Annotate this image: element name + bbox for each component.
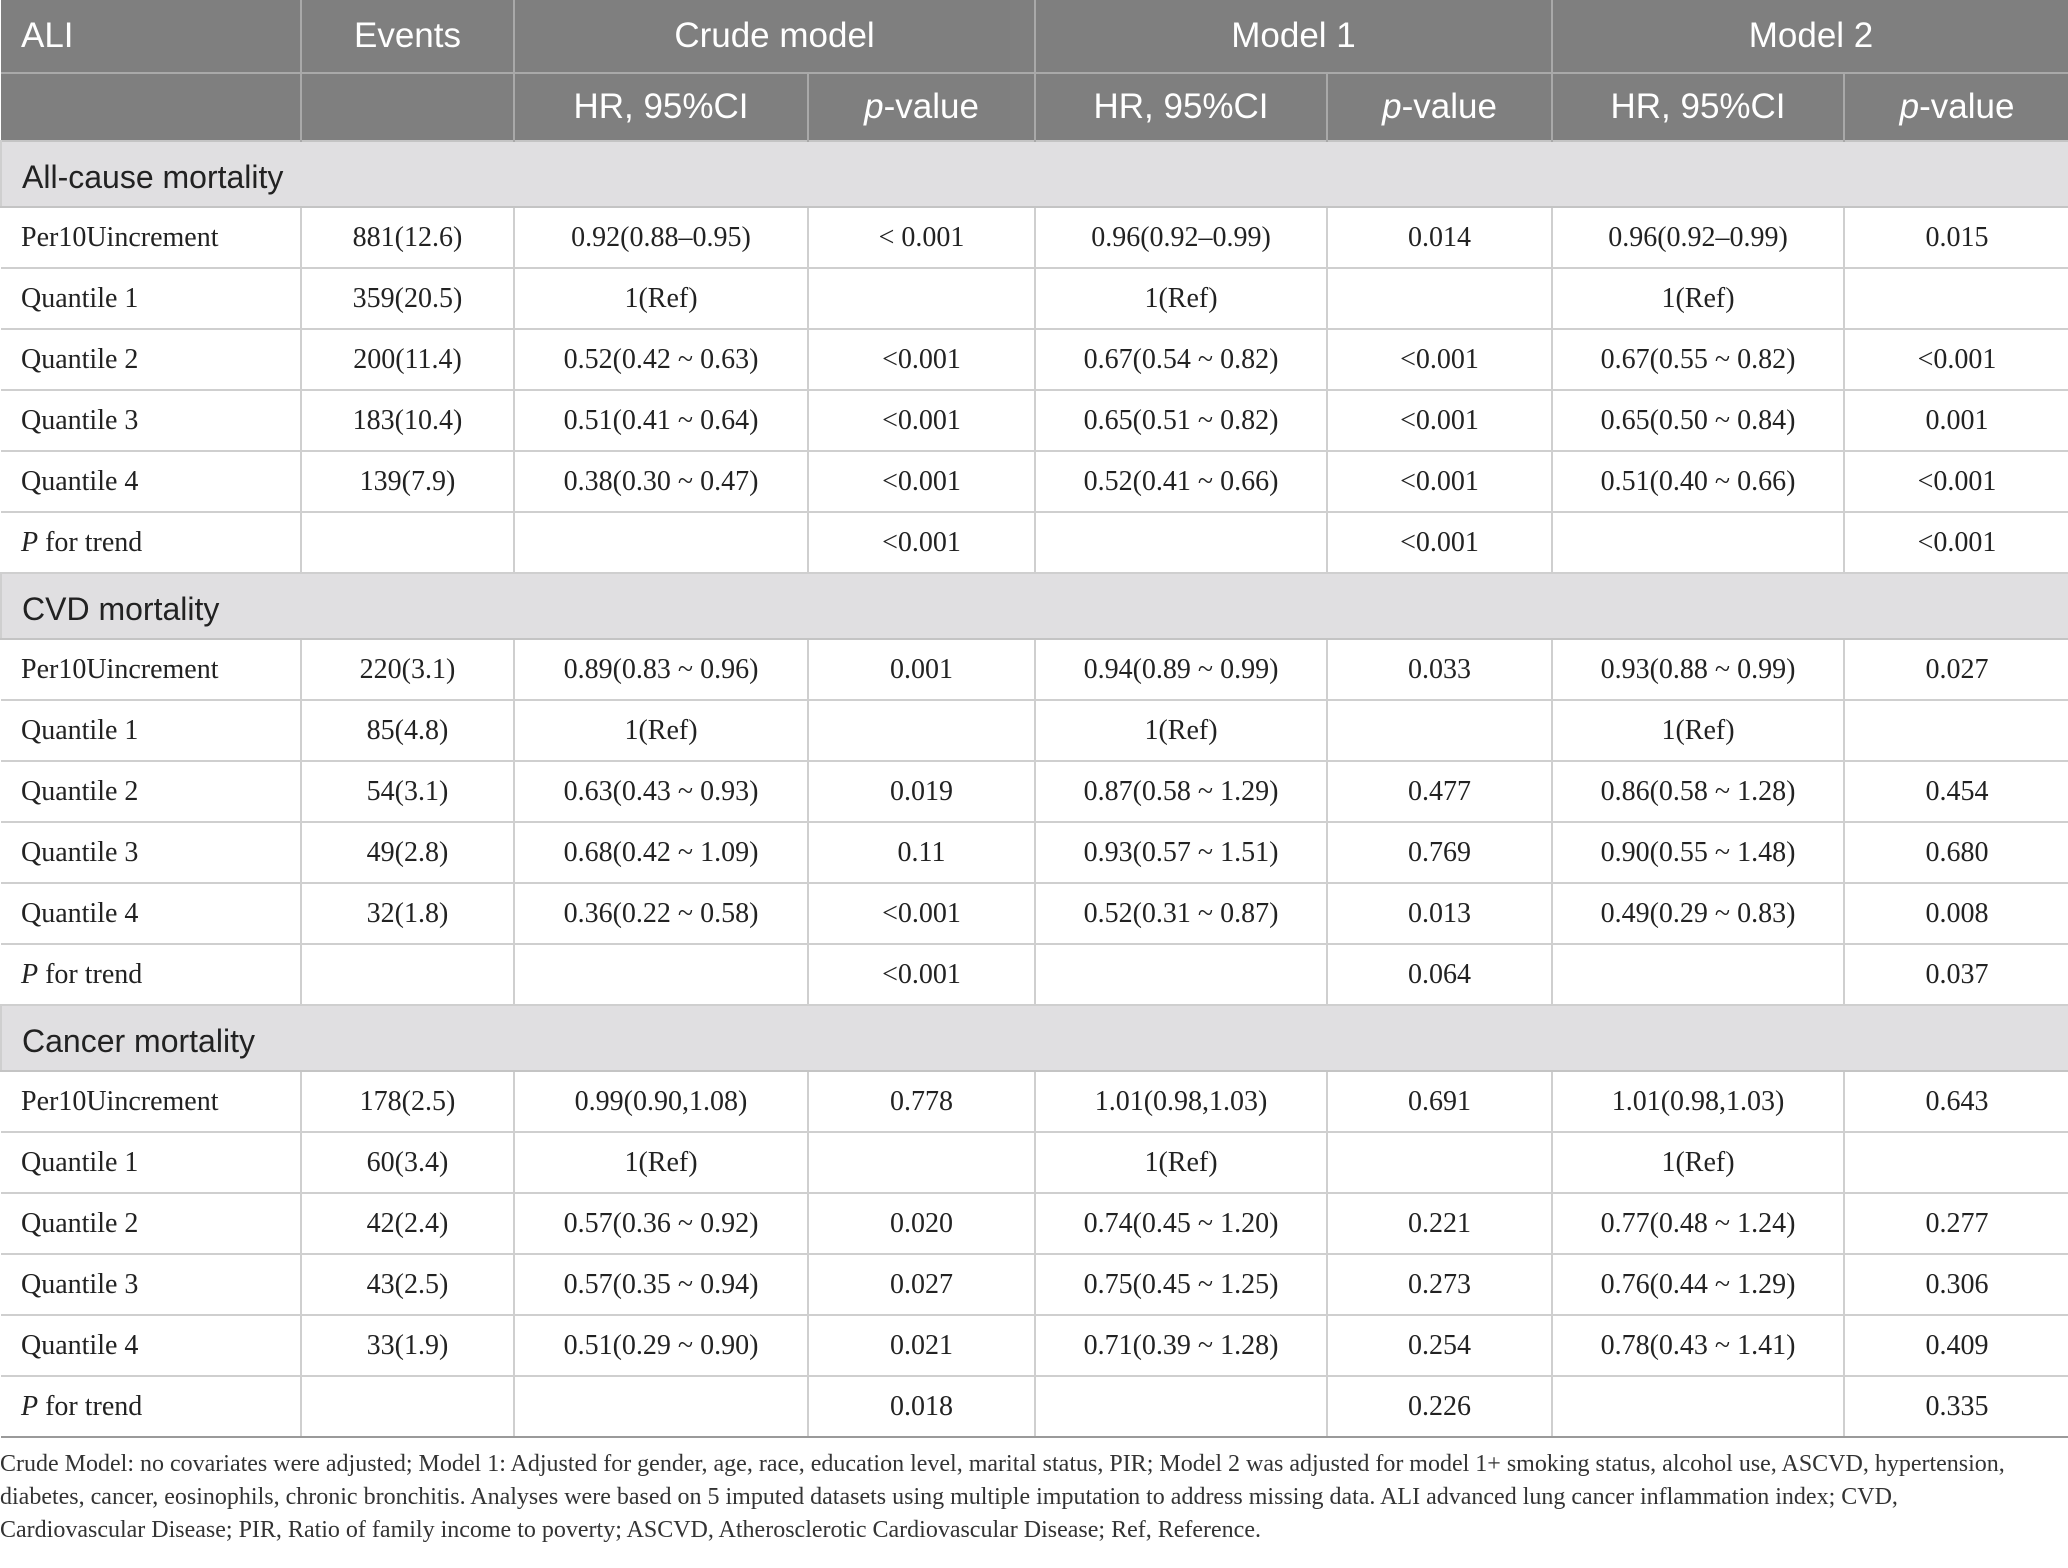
- table-row: [1, 329, 2068, 390]
- m2-hr-cell: 0.67(0.55 ~ 0.82): [1552, 329, 1844, 390]
- m1-hr-cell: 0.67(0.54 ~ 0.82): [1035, 329, 1327, 390]
- section-header-row: [1, 141, 2068, 207]
- crude-hr-cell: 0.92(0.88–0.95): [514, 207, 808, 268]
- m1-hr-cell: 0.75(0.45 ~ 1.25): [1035, 1254, 1327, 1315]
- table-row: [1, 700, 2068, 761]
- crude-p-cell: 0.11: [808, 822, 1035, 883]
- crude-p-cell: < 0.001: [808, 207, 1035, 268]
- m1-hr-cell: 0.52(0.31 ~ 0.87): [1035, 883, 1327, 944]
- m1-p-cell: 0.226: [1327, 1376, 1552, 1437]
- events-cell: 178(2.5): [301, 1071, 514, 1132]
- crude-hr-cell: [514, 1376, 808, 1437]
- m1-hr-cell: [1035, 512, 1327, 573]
- events-cell: [301, 1376, 514, 1437]
- events-cell: 33(1.9): [301, 1315, 514, 1376]
- m2-hr-cell: 1(Ref): [1552, 268, 1844, 329]
- m2-p-cell: 0.335: [1844, 1376, 2068, 1437]
- m1-hr-cell: 0.71(0.39 ~ 1.28): [1035, 1315, 1327, 1376]
- m2-hr-cell: 0.49(0.29 ~ 0.83): [1552, 883, 1844, 944]
- m1-hr-cell: 0.87(0.58 ~ 1.29): [1035, 761, 1327, 822]
- events-cell: 200(11.4): [301, 329, 514, 390]
- p-italic: p: [864, 87, 884, 126]
- m2-hr-cell: 0.93(0.88 ~ 0.99): [1552, 639, 1844, 700]
- m2-hr-cell: 0.96(0.92–0.99): [1552, 207, 1844, 268]
- table-row: [1, 512, 2068, 573]
- m2-p-cell: 0.015: [1844, 207, 2068, 268]
- m1-hr-cell: 0.94(0.89 ~ 0.99): [1035, 639, 1327, 700]
- p-italic: p: [1382, 87, 1402, 126]
- row-label-italic: P: [21, 958, 39, 990]
- crude-p-cell: <0.001: [808, 512, 1035, 573]
- m1-p-cell: 0.221: [1327, 1193, 1552, 1254]
- table-row: [1, 944, 2068, 1005]
- header-m2-hr: HR, 95%CI: [1552, 73, 1844, 141]
- crude-p-cell: 0.019: [808, 761, 1035, 822]
- crude-p-cell: <0.001: [808, 390, 1035, 451]
- table-row: [1, 822, 2068, 883]
- crude-p-cell: 0.020: [808, 1193, 1035, 1254]
- row-label-text: Quantile 1: [21, 1146, 139, 1178]
- p-suffix: -value: [1919, 87, 2015, 126]
- row-label: [1, 512, 301, 573]
- crude-p-cell: 0.018: [808, 1376, 1035, 1437]
- crude-hr-cell: [514, 944, 808, 1005]
- m2-p-cell: [1844, 268, 2068, 329]
- m2-hr-cell: 1.01(0.98,1.03): [1552, 1071, 1844, 1132]
- m1-p-cell: 0.477: [1327, 761, 1552, 822]
- events-cell: 359(20.5): [301, 268, 514, 329]
- table-row: [1, 1071, 2068, 1132]
- m2-p-cell: <0.001: [1844, 329, 2068, 390]
- row-label-text: Quantile 3: [21, 1268, 139, 1300]
- events-cell: [301, 512, 514, 573]
- row-label: [1, 761, 301, 822]
- m1-hr-cell: 0.52(0.41 ~ 0.66): [1035, 451, 1327, 512]
- events-cell: 60(3.4): [301, 1132, 514, 1193]
- m1-hr-cell: 1(Ref): [1035, 268, 1327, 329]
- m2-hr-cell: 0.90(0.55 ~ 1.48): [1552, 822, 1844, 883]
- events-cell: 183(10.4): [301, 390, 514, 451]
- header-blank-ali: [1, 73, 301, 141]
- header-crude-model: Crude model: [514, 0, 1035, 73]
- row-label-text: Quantile 1: [21, 714, 139, 746]
- m1-p-cell: 0.691: [1327, 1071, 1552, 1132]
- m2-hr-cell: 0.65(0.50 ~ 0.84): [1552, 390, 1844, 451]
- crude-hr-cell: 1(Ref): [514, 1132, 808, 1193]
- events-cell: 42(2.4): [301, 1193, 514, 1254]
- crude-p-cell: <0.001: [808, 451, 1035, 512]
- m1-hr-cell: [1035, 1376, 1327, 1437]
- row-label-text: Quantile 3: [21, 836, 139, 868]
- section-title: Cancer mortality: [1, 1005, 2068, 1071]
- row-label: [1, 1132, 301, 1193]
- header-row-2: [1, 73, 2068, 141]
- row-label-text: Per10Uincrement: [21, 221, 219, 253]
- row-label-text: Quantile 2: [21, 1207, 139, 1239]
- row-label-text: for trend: [38, 1390, 143, 1422]
- row-label: [1, 883, 301, 944]
- m2-p-cell: 0.037: [1844, 944, 2068, 1005]
- table-row: [1, 451, 2068, 512]
- table-row: [1, 1376, 2068, 1437]
- crude-hr-cell: 0.38(0.30 ~ 0.47): [514, 451, 808, 512]
- crude-p-cell: 0.021: [808, 1315, 1035, 1376]
- events-cell: [301, 944, 514, 1005]
- header-model-1: Model 1: [1035, 0, 1552, 73]
- crude-p-cell: 0.027: [808, 1254, 1035, 1315]
- events-cell: 881(12.6): [301, 207, 514, 268]
- crude-hr-cell: [514, 512, 808, 573]
- header-blank-events: [301, 73, 514, 141]
- row-label-text: Quantile 3: [21, 404, 139, 436]
- crude-p-cell: [808, 268, 1035, 329]
- crude-p-cell: <0.001: [808, 944, 1035, 1005]
- m2-hr-cell: 0.51(0.40 ~ 0.66): [1552, 451, 1844, 512]
- crude-hr-cell: 1(Ref): [514, 268, 808, 329]
- m2-p-cell: 0.454: [1844, 761, 2068, 822]
- m2-p-cell: 0.306: [1844, 1254, 2068, 1315]
- crude-p-cell: 0.001: [808, 639, 1035, 700]
- m2-p-cell: 0.643: [1844, 1071, 2068, 1132]
- m2-hr-cell: 1(Ref): [1552, 1132, 1844, 1193]
- row-label: [1, 700, 301, 761]
- events-cell: 43(2.5): [301, 1254, 514, 1315]
- crude-p-cell: <0.001: [808, 883, 1035, 944]
- row-label: [1, 329, 301, 390]
- m1-p-cell: <0.001: [1327, 390, 1552, 451]
- row-label-text: Per10Uincrement: [21, 653, 219, 685]
- m2-p-cell: 0.277: [1844, 1193, 2068, 1254]
- crude-hr-cell: 0.51(0.41 ~ 0.64): [514, 390, 808, 451]
- m1-hr-cell: 0.65(0.51 ~ 0.82): [1035, 390, 1327, 451]
- m1-p-cell: <0.001: [1327, 451, 1552, 512]
- m1-p-cell: 0.013: [1327, 883, 1552, 944]
- m2-p-cell: 0.008: [1844, 883, 2068, 944]
- section-header-row: [1, 1005, 2068, 1071]
- row-label-italic: P: [21, 526, 39, 558]
- events-cell: 220(3.1): [301, 639, 514, 700]
- row-label: [1, 1254, 301, 1315]
- section-header-row: [1, 573, 2068, 639]
- table-footnote: Crude Model: no covariates were adjusted; Model 1: Adjusted for gender, age, race, education level, marital status, PIR; Model 2 was adjusted for model 1+ smoking status, alcohol use, ASCVD, hypertension, diabetes, cancer, eosinophils, chronic bronchitis. Analyses were based on 5 imputed datasets using multiple imputation to address missing data. ALI advanced lung cancer inflammation index; CVD, Cardiovascular Disease; PIR, Ratio of family income to poverty; ASCVD, Atherosclerotic Cardiovascular Disease; Ref, Reference.: [0, 1451, 2005, 1543]
- m1-hr-cell: 1.01(0.98,1.03): [1035, 1071, 1327, 1132]
- row-label-text: Quantile 4: [21, 1329, 139, 1361]
- m1-p-cell: <0.001: [1327, 512, 1552, 573]
- crude-p-cell: 0.778: [808, 1071, 1035, 1132]
- header-crude-p: [808, 73, 1035, 141]
- header-ali: ALI: [1, 0, 301, 73]
- m1-hr-cell: 0.96(0.92–0.99): [1035, 207, 1327, 268]
- row-label: [1, 268, 301, 329]
- header-m2-p: [1844, 73, 2068, 141]
- m2-hr-cell: 0.77(0.48 ~ 1.24): [1552, 1193, 1844, 1254]
- table-row: [1, 639, 2068, 700]
- row-label-text: Quantile 2: [21, 775, 139, 807]
- header-m1-p: [1327, 73, 1552, 141]
- row-label-text: Per10Uincrement: [21, 1085, 219, 1117]
- events-cell: 32(1.8): [301, 883, 514, 944]
- p-suffix: -value: [883, 87, 979, 126]
- row-label: [1, 1315, 301, 1376]
- crude-hr-cell: 0.57(0.36 ~ 0.92): [514, 1193, 808, 1254]
- row-label: [1, 1071, 301, 1132]
- row-label-text: Quantile 4: [21, 897, 139, 929]
- row-label-italic: P: [21, 1390, 39, 1422]
- row-label-text: Quantile 4: [21, 465, 139, 497]
- m1-hr-cell: [1035, 944, 1327, 1005]
- m2-hr-cell: 0.76(0.44 ~ 1.29): [1552, 1254, 1844, 1315]
- table-row: [1, 883, 2068, 944]
- crude-hr-cell: 0.99(0.90,1.08): [514, 1071, 808, 1132]
- m1-p-cell: [1327, 700, 1552, 761]
- crude-hr-cell: 0.57(0.35 ~ 0.94): [514, 1254, 808, 1315]
- m1-p-cell: 0.014: [1327, 207, 1552, 268]
- m2-p-cell: 0.001: [1844, 390, 2068, 451]
- crude-p-cell: [808, 1132, 1035, 1193]
- crude-hr-cell: 0.89(0.83 ~ 0.96): [514, 639, 808, 700]
- table-body: [1, 141, 2068, 1437]
- m1-hr-cell: 1(Ref): [1035, 700, 1327, 761]
- m1-hr-cell: 1(Ref): [1035, 1132, 1327, 1193]
- header-model-2: Model 2: [1552, 0, 2068, 73]
- m1-hr-cell: 0.74(0.45 ~ 1.20): [1035, 1193, 1327, 1254]
- crude-hr-cell: 1(Ref): [514, 700, 808, 761]
- table-row: [1, 1315, 2068, 1376]
- row-label: [1, 451, 301, 512]
- crude-hr-cell: 0.68(0.42 ~ 1.09): [514, 822, 808, 883]
- m1-p-cell: <0.001: [1327, 329, 1552, 390]
- row-label: [1, 1193, 301, 1254]
- header-events: Events: [301, 0, 514, 73]
- m2-p-cell: 0.680: [1844, 822, 2068, 883]
- crude-hr-cell: 0.52(0.42 ~ 0.63): [514, 329, 808, 390]
- table-row: [1, 207, 2068, 268]
- row-label-text: for trend: [38, 958, 143, 990]
- m1-p-cell: [1327, 268, 1552, 329]
- table-header: [1, 0, 2068, 141]
- table-row: [1, 761, 2068, 822]
- m1-p-cell: 0.769: [1327, 822, 1552, 883]
- m2-p-cell: 0.409: [1844, 1315, 2068, 1376]
- header-row-1: [1, 0, 2068, 73]
- table-row: [1, 1254, 2068, 1315]
- m2-p-cell: [1844, 1132, 2068, 1193]
- m1-p-cell: 0.064: [1327, 944, 1552, 1005]
- events-cell: 85(4.8): [301, 700, 514, 761]
- crude-hr-cell: 0.36(0.22 ~ 0.58): [514, 883, 808, 944]
- m2-p-cell: <0.001: [1844, 451, 2068, 512]
- header-crude-hr: HR, 95%CI: [514, 73, 808, 141]
- m2-hr-cell: [1552, 944, 1844, 1005]
- m1-p-cell: 0.254: [1327, 1315, 1552, 1376]
- row-label: [1, 639, 301, 700]
- row-label-text: Quantile 2: [21, 343, 139, 375]
- events-cell: 54(3.1): [301, 761, 514, 822]
- m2-hr-cell: 0.78(0.43 ~ 1.41): [1552, 1315, 1844, 1376]
- m2-hr-cell: 0.86(0.58 ~ 1.28): [1552, 761, 1844, 822]
- row-label: [1, 207, 301, 268]
- table-row: [1, 390, 2068, 451]
- m1-p-cell: 0.273: [1327, 1254, 1552, 1315]
- m1-p-cell: [1327, 1132, 1552, 1193]
- p-italic: p: [1899, 87, 1920, 126]
- table-row: [1, 1193, 2068, 1254]
- row-label-text: for trend: [38, 526, 143, 558]
- header-m1-hr: HR, 95%CI: [1035, 73, 1327, 141]
- m1-p-cell: 0.033: [1327, 639, 1552, 700]
- p-suffix: -value: [1401, 87, 1497, 126]
- m2-p-cell: 0.027: [1844, 639, 2068, 700]
- crude-hr-cell: 0.63(0.43 ~ 0.93): [514, 761, 808, 822]
- section-title: All-cause mortality: [1, 141, 2068, 207]
- row-label: [1, 822, 301, 883]
- crude-p-cell: <0.001: [808, 329, 1035, 390]
- row-label: [1, 944, 301, 1005]
- events-cell: 49(2.8): [301, 822, 514, 883]
- m2-p-cell: <0.001: [1844, 512, 2068, 573]
- m2-p-cell: [1844, 700, 2068, 761]
- m2-hr-cell: [1552, 512, 1844, 573]
- row-label-text: Quantile 1: [21, 282, 139, 314]
- m2-hr-cell: 1(Ref): [1552, 700, 1844, 761]
- table-row: [1, 1132, 2068, 1193]
- m1-hr-cell: 0.93(0.57 ~ 1.51): [1035, 822, 1327, 883]
- section-title: CVD mortality: [1, 573, 2068, 639]
- table-row: [1, 268, 2068, 329]
- crude-p-cell: [808, 700, 1035, 761]
- row-label: [1, 390, 301, 451]
- m2-hr-cell: [1552, 1376, 1844, 1437]
- row-label: [1, 1376, 301, 1437]
- events-cell: 139(7.9): [301, 451, 514, 512]
- crude-hr-cell: 0.51(0.29 ~ 0.90): [514, 1315, 808, 1376]
